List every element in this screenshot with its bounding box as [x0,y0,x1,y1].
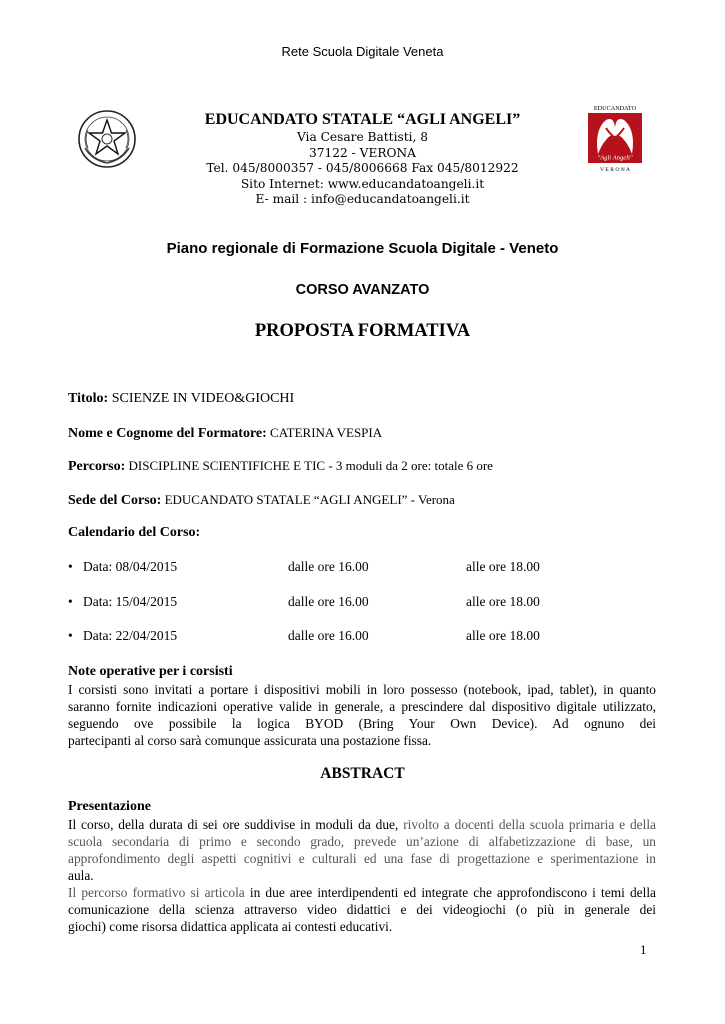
p1-part-b: rivolto a docenti della scuola primaria e della scuola secondaria di primo e secondo grado, prevede un’azione di alfabetizzazione di base, un approfondimento degli aspetti cognitivi e culturali ed una fase di progettazione e sperimentazione in [68,817,656,866]
calendar-from: dalle ore 16.00 [288,594,369,609]
calendar-row [68,594,668,612]
field-title-label: Titolo: [68,391,109,406]
presentation-heading [68,799,151,815]
abstract-paragraph-2-last: giochi) come risorsa didattica applicata ai contesti educativi. [68,919,393,934]
notes-heading [68,664,233,680]
field-trainer-label: Nome e Cognome del Formatore: [68,426,267,441]
field-venue-value: EDUCANDATO STATALE “AGLI ANGELI” - Verona [161,492,455,507]
field-title-value: SCIENZE IN VIDEO&GIOCHI [108,391,295,406]
bullet-icon: • [68,559,73,574]
field-trainer-value: CATERINA VESPIA [266,425,383,440]
field-path-value: DISCIPLINE SCIENTIFICHE E TIC - 3 moduli da 2 ore: totale 6 ore [125,458,493,473]
notes-body-last: partecipanti al corso sarà comunque assicurata una postazione fissa. [68,733,432,748]
field-path [68,458,493,475]
notes-heading-text: Note operative per i corsisti [68,664,233,679]
bullet-icon: • [68,628,73,643]
abstract-heading: ABSTRACT [320,765,405,782]
logo-text-top: EDUCANDATO [593,105,637,112]
field-title [68,391,294,407]
p1-part-a: Il corso, della durata di sei ore suddivise in moduli da due, [68,817,399,832]
school-website: Sito Internet: www.educandatoangeli.it [240,176,485,191]
abstract-body [68,816,656,935]
plan-title: Piano regionale di Formazione Scuola Digitale - Veneto [166,240,559,257]
calendar-date: Data: 08/04/2015 [83,559,178,574]
school-phone: Tel. 045/8000357 - 045/8006668 Fax 045/8012922 [206,161,519,175]
calendar-to: alle ore 18.00 [466,628,540,643]
school-address-street: Via Cesare Battisti, 8 [296,130,429,144]
field-venue-label: Sede del Corso: [68,493,162,508]
calendar-from: dalle ore 16.00 [288,628,369,643]
running-header: Rete Scuola Digitale Veneta [281,44,444,59]
notes-body-text: I corsisti sono invitati a portare i dispositivi mobili in loro possesso (notebook, ipad, tablet), in quanto saranno fornite indicazioni operative valide in generale, a prescindere dal dispositivo digitale utilizzato, seguendo ove possibile la logica BYOD (Bring Your Own Device). Ad ognuno dei [68,682,656,731]
field-calendar [68,525,200,541]
p2-part-b: in due aree interdipendenti ed integrate che approfondiscono i temi della comunicazione della scienza attraverso video didattici e dei videogiochi (o più in generale dei [68,885,656,917]
p2-part-a: Il percorso formativo si articola [68,885,245,900]
calendar-label: Calendario del Corso: [68,525,201,540]
school-name: EDUCANDATO STATALE “AGLI ANGELI” [204,111,521,128]
page-number: 1 [640,942,647,957]
calendar-to: alle ore 18.00 [466,594,540,609]
field-trainer [68,425,382,442]
course-level: CORSO AVANZATO [295,282,430,298]
calendar-to: alle ore 18.00 [466,559,540,574]
republic-emblem-icon [76,108,138,170]
school-email: E- mail : info@educandatoangeli.it [255,192,470,206]
calendar-row [68,559,668,577]
school-header [140,110,585,208]
bullet-icon: • [68,594,73,609]
proposal-title: PROPOSTA FORMATIVA [254,321,471,341]
calendar-date: Data: 15/04/2015 [83,594,178,609]
calendar-row [68,628,668,646]
field-venue [68,492,455,509]
logo-text-bottom: V E R O N A [600,167,630,173]
field-path-label: Percorso: [68,459,126,474]
presentation-heading-text: Presentazione [68,799,151,814]
logo-text-mid: "Agli Angeli" [597,154,633,162]
abstract-paragraph-2 [68,884,656,918]
abstract-paragraph-1-last: aula. [68,868,94,883]
abstract-paragraph-1 [68,816,656,867]
calendar-from: dalle ore 16.00 [288,559,369,574]
calendar-date: Data: 22/04/2015 [83,628,178,643]
school-logo [584,104,646,174]
notes-body [68,681,656,749]
school-address-city: 37122 - VERONA [309,145,416,160]
